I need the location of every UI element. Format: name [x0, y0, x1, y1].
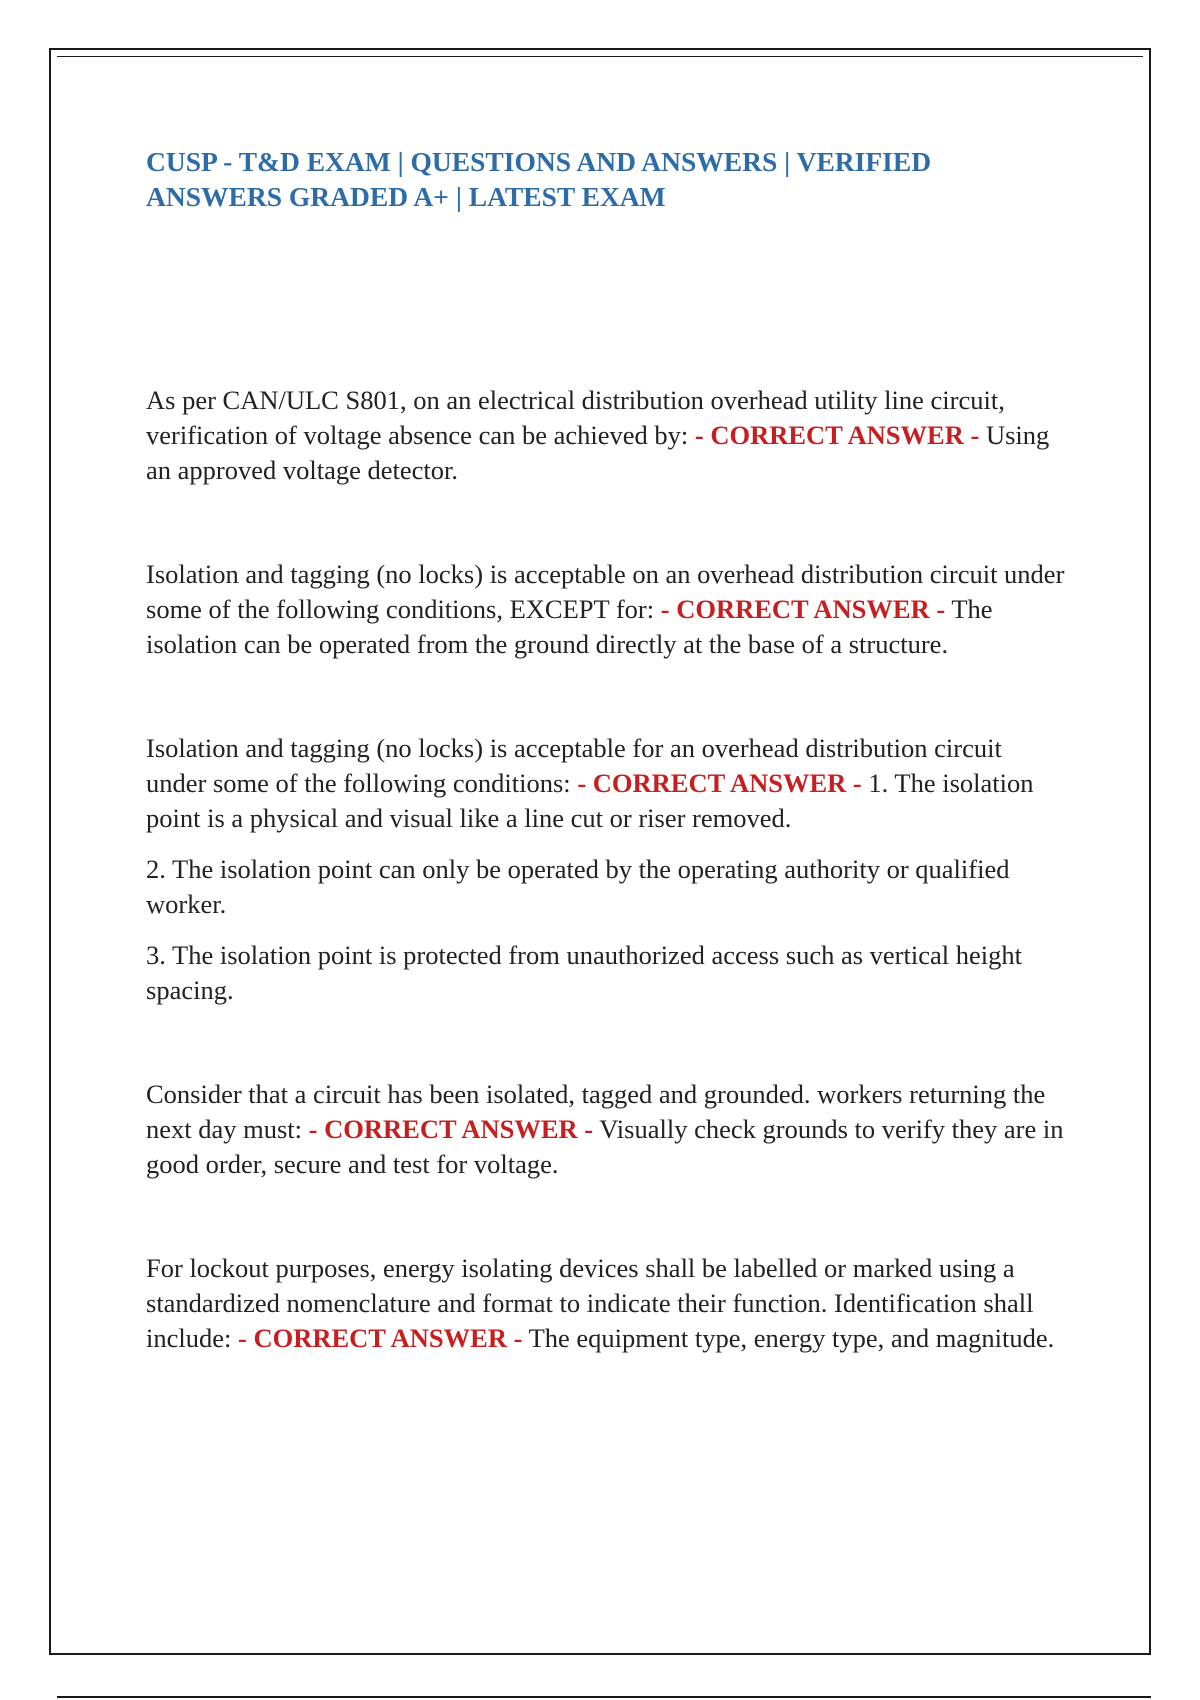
qa-item-1 — [146, 383, 1066, 488]
frame-top-rule — [57, 56, 1143, 57]
qa-item-4 — [146, 1077, 1066, 1182]
answer-point-3: 3. The isolation point is protected from unauthorized access such as vertical height spacing. — [146, 940, 1022, 1005]
correct-answer-marker: - CORRECT ANSWER - — [238, 1323, 523, 1353]
question-text: For lockout purposes, energy isolating devices shall be labelled or marked using a standardized nomenclature and format to indicate their function. Identification shall include: — [146, 1253, 1034, 1353]
answer-text: Using an approved voltage detector. — [146, 420, 1050, 485]
qa-item-2 — [146, 557, 1066, 662]
answer-text: The equipment type, energy type, and magnitude. — [528, 1323, 1055, 1353]
document-title: CUSP - T&D EXAM | QUESTIONS AND ANSWERS | VERIFIED ANSWERS GRADED A+ | LATEST EXAM — [146, 146, 932, 212]
question-text: Consider that a circuit has been isolated, tagged and grounded. workers returning the next day must: — [146, 1079, 1046, 1144]
correct-answer-marker: - CORRECT ANSWER - — [694, 420, 980, 450]
answer-text: Visually check grounds to verify they are in good order, secure and test for voltage. — [146, 1114, 1064, 1179]
answer-text: 1. The isolation point is a physical and visual like a line cut or riser removed. — [146, 768, 1034, 833]
correct-answer-marker: - CORRECT ANSWER - — [577, 768, 862, 798]
qa-item-5 — [146, 1251, 1066, 1356]
qa-list — [146, 383, 1066, 1356]
answer-text: The isolation can be operated from the ground directly at the base of a structure. — [146, 594, 993, 659]
question-text: Isolation and tagging (no locks) is acceptable on an overhead distribution circuit under some of the following conditions, EXCEPT for: — [146, 559, 1065, 624]
qa-item-3 — [146, 731, 1066, 1008]
bottom-rule — [57, 1696, 1151, 1698]
correct-answer-marker: - CORRECT ANSWER - — [308, 1114, 594, 1144]
correct-answer-marker: - CORRECT ANSWER - — [660, 594, 946, 624]
answer-point-2: 2. The isolation point can only be operated by the operating authority or qualified worker. — [146, 854, 1010, 919]
question-text: As per CAN/ULC S801, on an electrical distribution overhead utility line circuit, verification of voltage absence can be achieved by: — [146, 385, 1005, 450]
qa-item-3-first — [146, 731, 1066, 836]
question-text: Isolation and tagging (no locks) is acceptable for an overhead distribution circuit under some of the following conditions: — [146, 733, 1002, 798]
